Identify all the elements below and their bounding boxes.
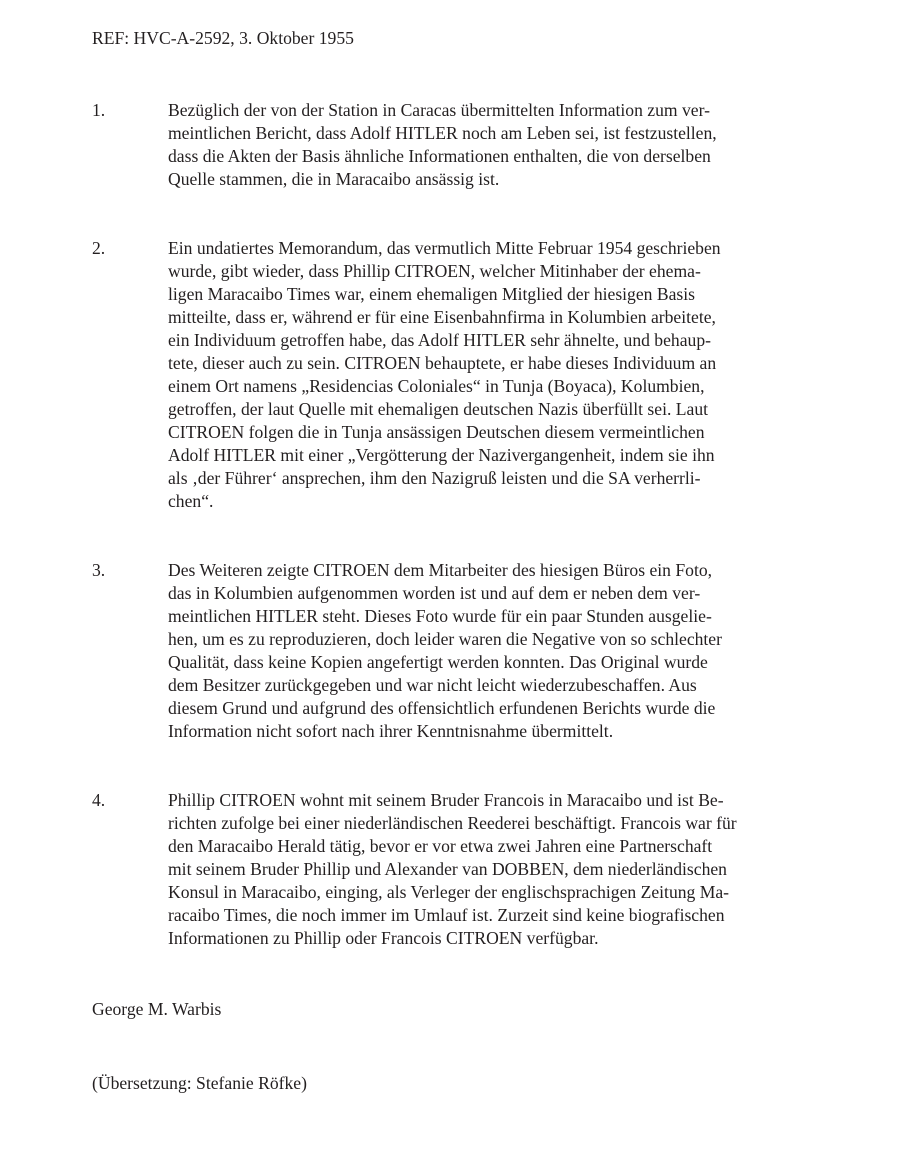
text-line: Adolf HITLER mit einer „Vergötterung der Nazivergangenheit, indem sie ihn	[168, 445, 715, 465]
text-line: mit seinem Bruder Phillip und Alexander van DOBBEN, dem niederländischen	[168, 859, 727, 879]
translation-credit: (Übersetzung: Stefanie Röfke)	[92, 1073, 307, 1093]
paragraph-text	[168, 559, 826, 743]
reference-line: REF: HVC-A-2592, 3. Oktober 1955	[92, 28, 354, 48]
paragraph-number: 4.	[92, 790, 106, 810]
paragraph-text	[168, 99, 826, 191]
paragraph-number: 3.	[92, 560, 106, 580]
text-line: dem Besitzer zurückgegeben und war nicht leicht wiederzubeschaffen. Aus	[168, 675, 697, 695]
text-line: richten zufolge bei einer niederländischen Reederei beschäftigt. Francois war für	[168, 813, 737, 833]
text-line: Quelle stammen, die in Maracaibo ansässig ist.	[168, 169, 500, 189]
text-line: meintlichen Bericht, dass Adolf HITLER noch am Leben sei, ist festzustellen,	[168, 123, 717, 143]
text-line: ligen Maracaibo Times war, einem ehemaligen Mitglied der hiesigen Basis	[168, 284, 695, 304]
text-line: mitteilte, dass er, während er für eine Eisenbahnfirma in Kolumbien arbeitete,	[168, 307, 716, 327]
text-line: meintlichen HITLER steht. Dieses Foto wurde für ein paar Stunden ausgelie-	[168, 606, 712, 626]
text-line: chen“.	[168, 491, 214, 511]
paragraph-number: 2.	[92, 238, 106, 258]
text-line: racaibo Times, die noch immer im Umlauf ist. Zurzeit sind keine biografischen	[168, 905, 725, 925]
text-line: getroffen, der laut Quelle mit ehemaligen deutschen Nazis überfüllt sei. Laut	[168, 399, 709, 419]
paragraph-text	[168, 237, 826, 513]
text-line: Ein undatiertes Memorandum, das vermutlich Mitte Februar 1954 geschrieben	[168, 238, 721, 258]
paragraph-text	[168, 789, 826, 950]
text-line: Qualität, dass keine Kopien angefertigt werden konnten. Das Original wurde	[168, 652, 708, 672]
text-line: diesem Grund und aufgrund des offensichtlich erfundenen Berichts wurde die	[168, 698, 716, 718]
text-line: wurde, gibt wieder, dass Phillip CITROEN, welcher Mitinhaber der ehema-	[168, 261, 701, 281]
text-line: Informationen zu Phillip oder Francois CITROEN verfügbar.	[168, 928, 599, 948]
text-line: dass die Akten der Basis ähnliche Informationen enthalten, die von derselben	[168, 146, 711, 166]
text-line: Bezüglich der von der Station in Caracas übermittelten Information zum ver-	[168, 100, 710, 120]
text-line: einem Ort namens „Residencias Coloniales“ in Tunja (Boyaca), Kolumbien,	[168, 376, 705, 396]
text-line: Des Weiteren zeigte CITROEN dem Mitarbeiter des hiesigen Büros ein Foto,	[168, 560, 713, 580]
text-line: den Maracaibo Herald tätig, bevor er vor etwa zwei Jahren eine Partnerschaft	[168, 836, 713, 856]
text-line: das in Kolumbien aufgenommen worden ist und auf dem er neben dem ver-	[168, 583, 701, 603]
text-line: hen, um es zu reproduzieren, doch leider waren die Negative von so schlechter	[168, 629, 722, 649]
text-line: Information nicht sofort nach ihrer Kenntnisnahme übermittelt.	[168, 721, 614, 741]
text-line: als ‚der Führer‘ ansprechen, ihm den Nazigruß leisten und die SA verherrli-	[168, 468, 701, 488]
text-line: tete, dieser auch zu sein. CITROEN behauptete, er habe dieses Individuum an	[168, 353, 717, 373]
text-line: Phillip CITROEN wohnt mit seinem Bruder Francois in Maracaibo und ist Be-	[168, 790, 724, 810]
text-line: Konsul in Maracaibo, einging, als Verleger der englischsprachigen Zeitung Ma-	[168, 882, 730, 902]
signature: George M. Warbis	[92, 999, 222, 1019]
text-line: CITROEN folgen die in Tunja ansässigen Deutschen diesem vermeintlichen	[168, 422, 705, 442]
paragraph-number: 1.	[92, 100, 106, 120]
text-line: ein Individuum getroffen habe, das Adolf HITLER sehr ähnelte, und behaup-	[168, 330, 711, 350]
